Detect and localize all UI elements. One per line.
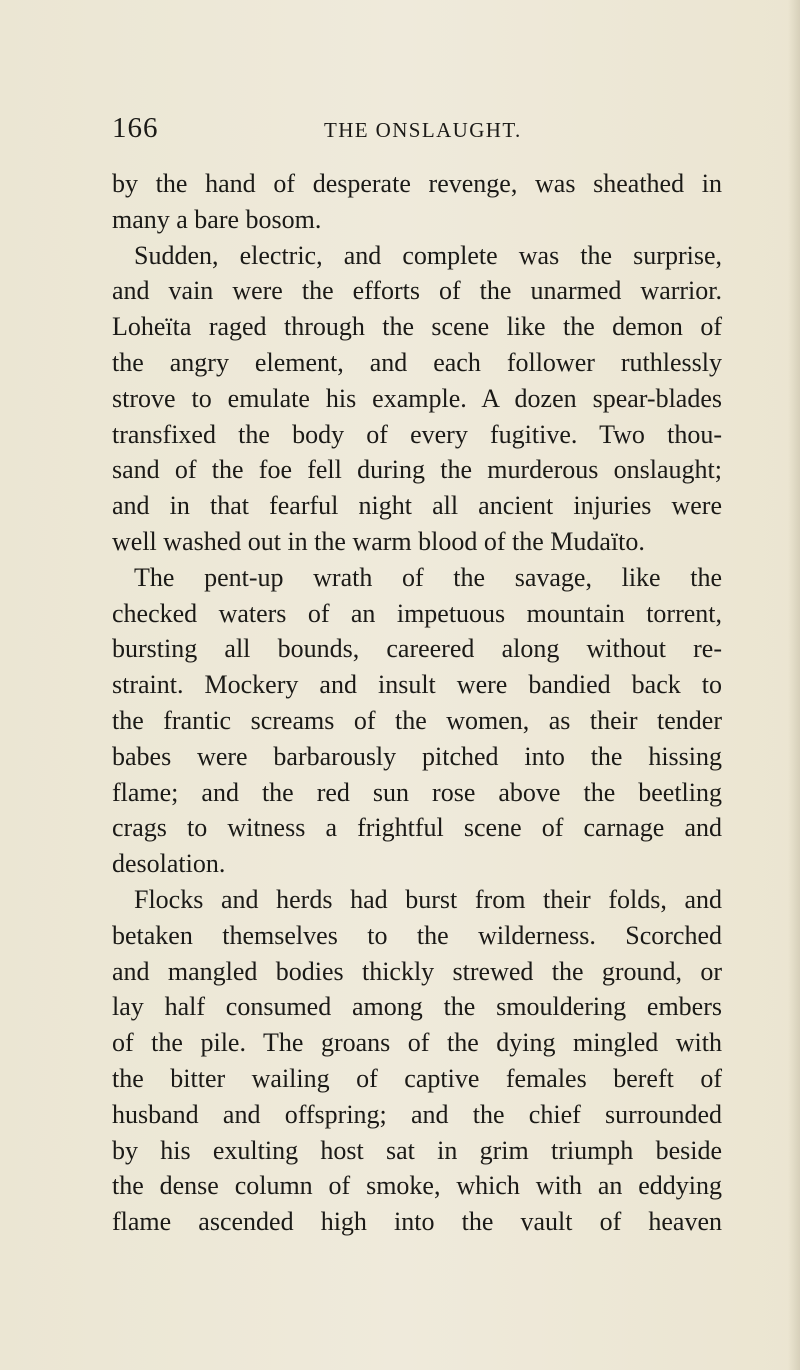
text-line: Loheïta raged through the scene like the demon of	[112, 312, 722, 342]
text-line: the angry element, and each follower ruthlessly	[112, 347, 722, 377]
text-line: and mangled bodies thickly strewed the ground, or	[112, 956, 722, 986]
text-line: babes were barbarously pitched into the hissing	[112, 741, 722, 771]
text-line: flame; and the red sun rose above the beetling	[112, 777, 722, 807]
text-line: crags to witness a frightful scene of carnage and	[112, 813, 722, 843]
text-line: by the hand of desperate revenge, was sheathed in	[112, 169, 722, 198]
text-line: desolation.	[112, 849, 226, 879]
page-edge-shadow	[788, 0, 800, 1370]
text-line: lay half consumed among the smouldering embers	[112, 992, 722, 1022]
text-line: The pent-up wrath of the savage, like the	[134, 562, 722, 592]
text-line: of the pile. The groans of the dying mingled with	[112, 1028, 722, 1058]
text-line: flame ascended high into the vault of heaven	[112, 1207, 722, 1237]
text-line: many a bare bosom.	[112, 204, 322, 234]
text-line: betaken themselves to the wilderness. Scorched	[112, 920, 722, 950]
text-line: sand of the foe fell during the murderous onslaught;	[112, 455, 722, 485]
text-line: bursting all bounds, careered along without re-	[112, 634, 722, 664]
text-line: checked waters of an impetuous mountain torrent,	[112, 598, 722, 628]
page-number: 166	[112, 112, 159, 144]
running-title: THE ONSLAUGHT.	[324, 118, 522, 142]
text-line: by his exulting host sat in grim triumph beside	[112, 1135, 722, 1165]
text-line: Flocks and herds had burst from their folds, and	[134, 884, 722, 914]
text-line: strove to emulate his example. A dozen spear-blades	[112, 383, 722, 413]
text-line: transfixed the body of every fugitive. Two thou-	[112, 419, 722, 449]
text-line: well washed out in the warm blood of the Mudaïto.	[112, 526, 645, 556]
body-text	[112, 166, 722, 1240]
text-line: the frantic screams of the women, as their tender	[112, 705, 722, 735]
text-line: Sudden, electric, and complete was the surprise,	[134, 240, 722, 270]
text-line: and vain were the efforts of the unarmed warrior.	[112, 276, 722, 306]
text-line: and in that fearful night all ancient injuries were	[112, 491, 722, 521]
text-line: the bitter wailing of captive females bereft of	[112, 1063, 722, 1093]
running-head	[112, 112, 712, 144]
text-line: straint. Mockery and insult were bandied back to	[112, 670, 722, 700]
text-line: husband and offspring; and the chief surrounded	[112, 1099, 722, 1129]
text-line: the dense column of smoke, which with an eddying	[112, 1171, 722, 1201]
